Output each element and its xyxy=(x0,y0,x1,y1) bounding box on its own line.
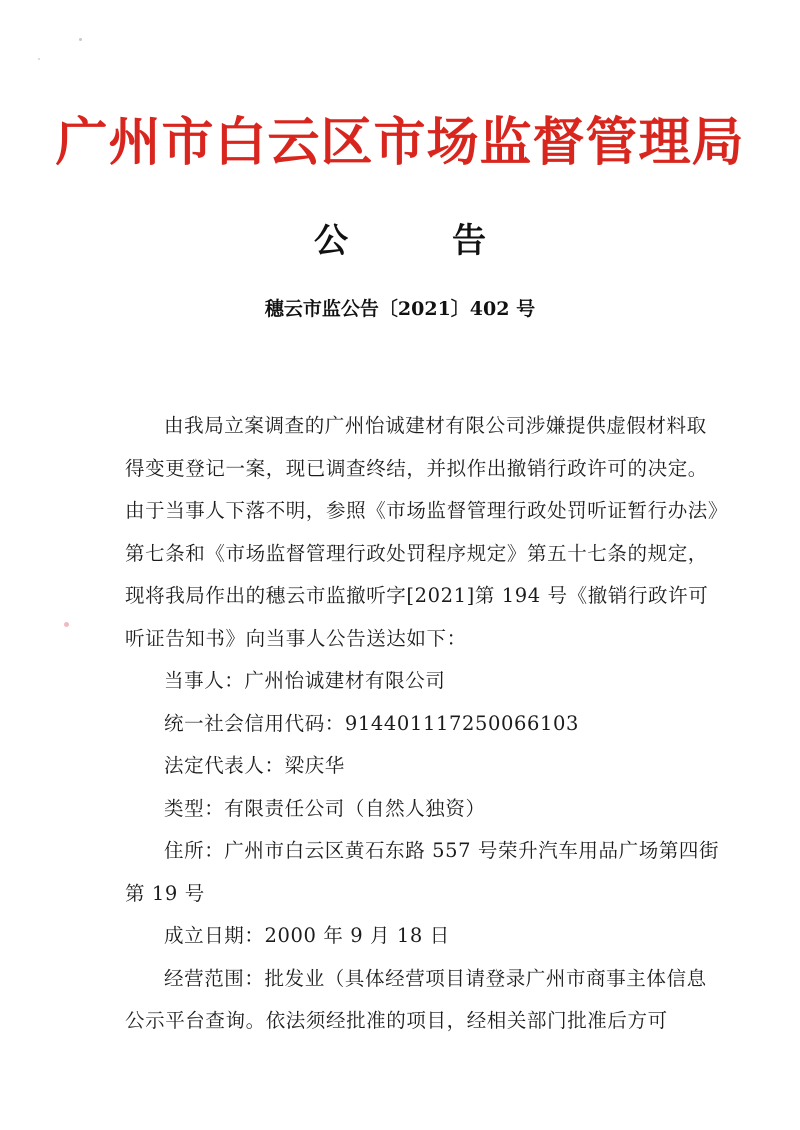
legal-representative-field: 法定代表人：梁庆华 xyxy=(164,754,345,777)
business-scope-field: 经营范围：批发业（具体经营项目请登录广州市商事主体信息公示平台查询。依法须经批准的项目，经相关部门批准后方可 xyxy=(125,966,707,1032)
scan-speck xyxy=(64,622,69,627)
party-field: 当事人：广州怡诚建材有限公司 xyxy=(164,669,446,692)
notice-body xyxy=(125,405,720,1043)
address-field: 住所：广州市白云区黄石东路 557 号荣升汽车用品广场第四街第 19 号 xyxy=(125,839,720,905)
credit-code-field: 统一社会信用代码：914401117250066103 xyxy=(164,711,580,735)
document-number: 穗云市监公告〔2021〕402 号 xyxy=(264,298,536,320)
established-date-field: 成立日期：2000 年 9 月 18 日 xyxy=(164,924,450,947)
agency-name: 广州市白云区市场监督管理局 xyxy=(55,112,745,173)
scan-speck xyxy=(79,38,82,41)
company-type-field: 类型：有限责任公司（自然人独资） xyxy=(164,796,486,820)
intro-paragraph: 由我局立案调查的广州怡诚建材有限公司涉嫌提供虚假材料取得变更登记一案，现已调查终结，并拟作出撤销行政许可的决定。由于当事人下落不明，参照《市场监督管理行政处罚听证暂行办法》第七条和《市场监督管理行政处罚程序规定》第五十七条的规定，现将我局作出的穗云市监撤听字[2021]第 194 号《撤销行政许可听证告知书》向当事人公告送达如下： xyxy=(125,414,719,650)
notice-title: 公告 xyxy=(314,221,590,261)
scan-speck xyxy=(38,58,40,60)
